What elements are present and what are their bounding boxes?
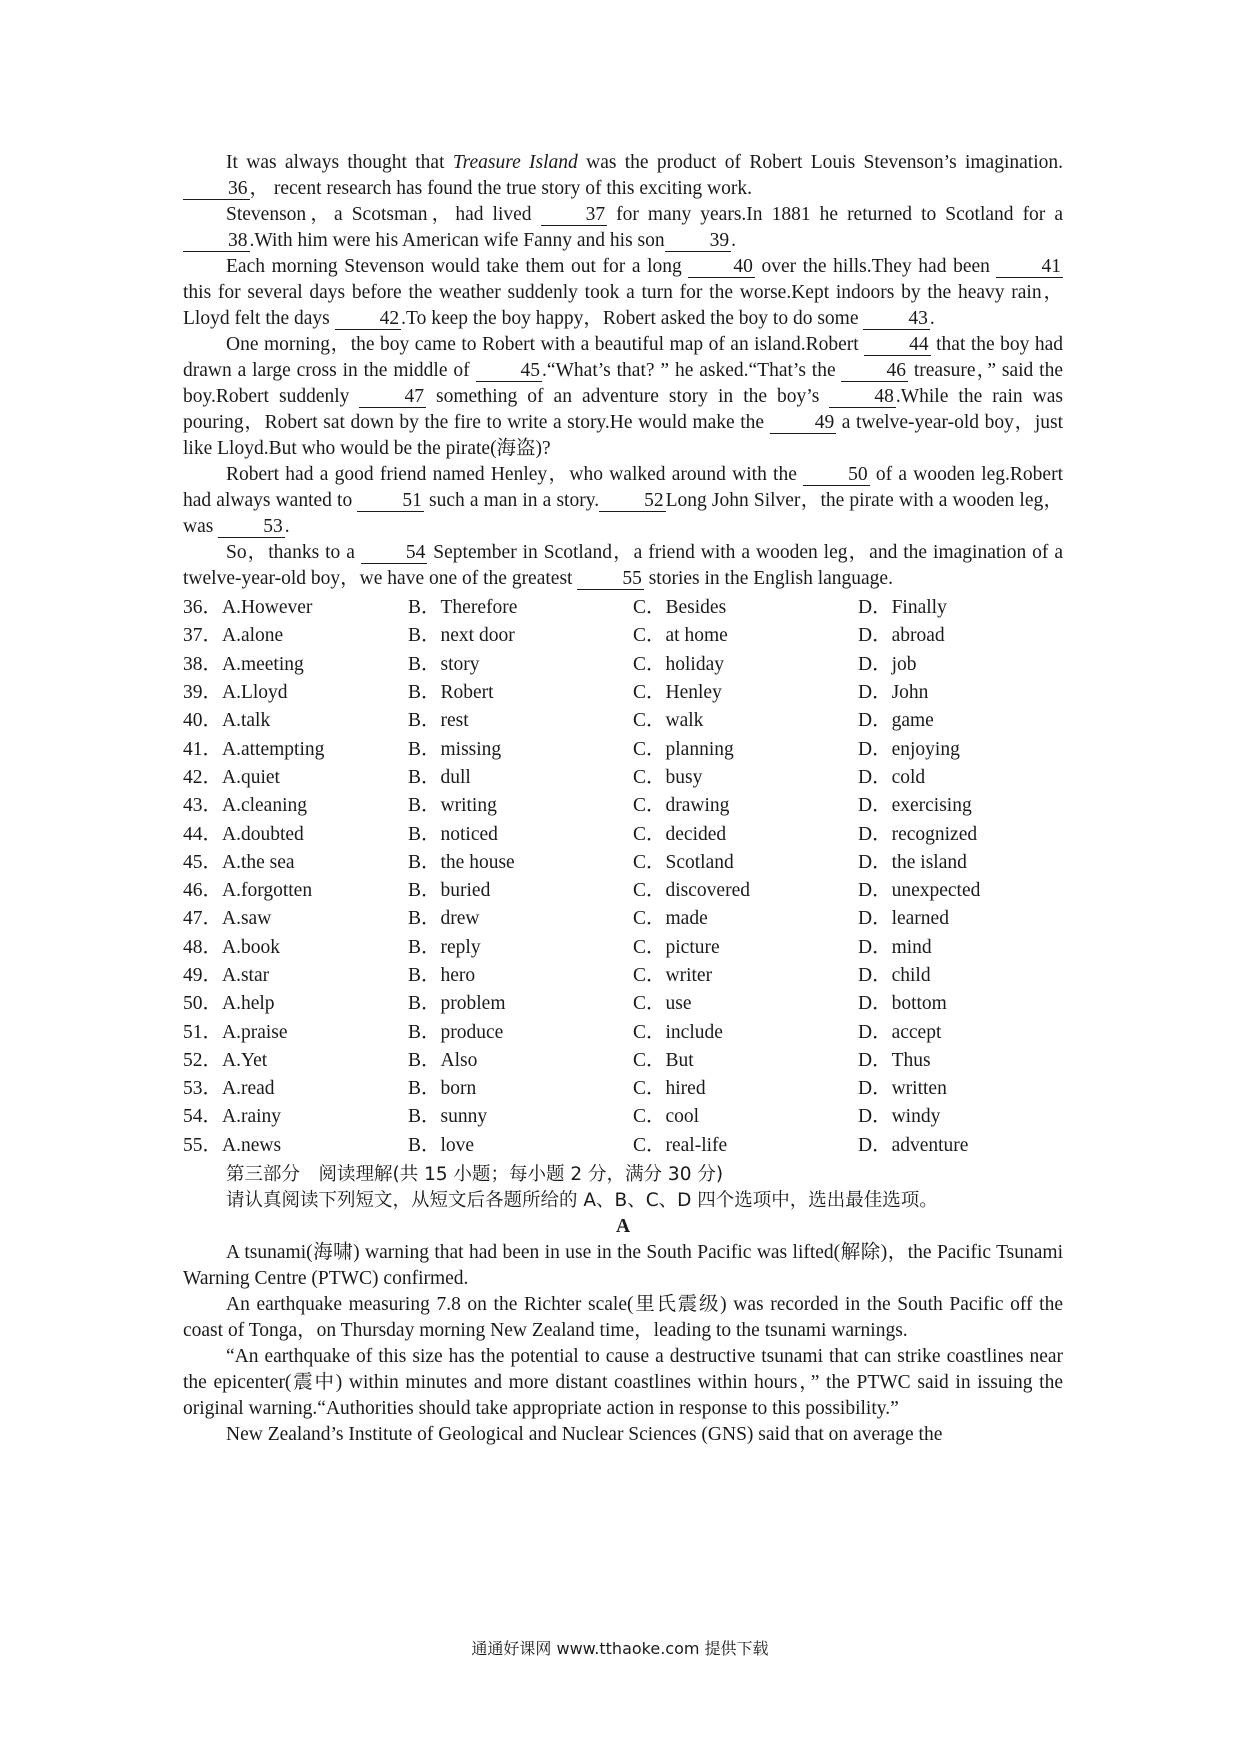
- option-a: 44．A.doubted: [183, 823, 304, 845]
- blank-49: 49: [770, 413, 837, 434]
- option-d: D．abroad: [858, 625, 945, 647]
- option-c: C．picture: [633, 936, 720, 958]
- option-b: B．Therefore: [408, 597, 518, 619]
- option-row: [183, 679, 1063, 707]
- text: Robert had a good friend named Henley，who walked around with the: [226, 464, 804, 485]
- text: .: [284, 516, 290, 537]
- options-table: [183, 594, 1063, 1160]
- blank-45: 45: [476, 361, 543, 382]
- blank-37: 37: [541, 205, 608, 226]
- passage-paragraph-2: [183, 202, 1063, 254]
- option-c: C．real-life: [633, 1134, 728, 1156]
- option-a: 40．A.talk: [183, 710, 271, 732]
- option-d: D．bottom: [858, 993, 947, 1015]
- option-b: B．buried: [408, 880, 491, 902]
- option-d: D．enjoying: [858, 738, 960, 760]
- option-row: [183, 877, 1063, 905]
- option-row: [183, 820, 1063, 848]
- text: this for several days before the weather suddenly took a turn for the worse.Kept indoors by the heavy rain，Lloyd felt the days: [183, 282, 1063, 329]
- option-b: B．hero: [408, 965, 476, 986]
- text: ， recent research has found the true story of this exciting work.: [249, 178, 753, 199]
- option-d: D．Thus: [858, 1049, 931, 1071]
- option-row: [183, 707, 1063, 735]
- blank-48: 48: [829, 387, 896, 408]
- option-c: C．use: [633, 993, 692, 1015]
- option-c: C．Besides: [633, 597, 727, 619]
- option-row: [183, 1018, 1063, 1046]
- book-title: Treasure Island: [452, 152, 578, 173]
- section-instruction: 请认真阅读下列短文，从短文后各题所给的 A、B、C、D 四个选项中，选出最佳选项。: [226, 1189, 938, 1211]
- text: .“What’s that? ” he asked.“That’s the: [542, 360, 842, 381]
- option-b: B．born: [408, 1078, 477, 1100]
- blank-53: 53: [218, 517, 285, 538]
- option-row: [183, 990, 1063, 1018]
- option-c: C．planning: [633, 738, 734, 760]
- text: treasure，” said the boy.Robert suddenly: [183, 360, 1063, 407]
- footer-note: 通通好课网 www.tthaoke.com 提供下载: [471, 1639, 769, 1658]
- option-b: B．the house: [408, 851, 515, 873]
- text: of a wooden leg.Robert had always wanted to: [183, 464, 1063, 511]
- reading-paragraph-3: “An earthquake of this size has the potential to cause a destructive tsunami that can strike coastlines near the epicenter(震中) within minutes and more distant coastlines within hours，” the PTWC said in issuing the original warning.“Authorities should take appropriate action in response to this possibility.”: [183, 1345, 1063, 1419]
- option-b: B．Robert: [408, 682, 494, 704]
- blank-39: 39: [665, 231, 732, 252]
- option-a: 50．A.help: [183, 993, 275, 1015]
- option-b: B．reply: [408, 936, 481, 958]
- text: Stevenson，a Scotsman，had lived: [226, 204, 541, 225]
- passage-paragraph-5: [183, 462, 1063, 540]
- option-d: D．recognized: [858, 823, 978, 845]
- option-c: C．cool: [633, 1106, 700, 1128]
- option-row: [183, 1075, 1063, 1103]
- blank-43: 43: [863, 309, 930, 330]
- section-title: 第三部分 阅读理解(共 15 小题；每小题 2 分，满分 30 分): [226, 1163, 724, 1185]
- option-b: B．Also: [408, 1049, 478, 1071]
- option-a: 36．A.However: [183, 597, 313, 619]
- option-b: B．rest: [408, 710, 469, 732]
- option-a: 54．A.rainy: [183, 1106, 282, 1128]
- option-a: 41．A.attempting: [183, 738, 325, 760]
- blank-50: 50: [803, 465, 870, 486]
- option-d: D．game: [858, 710, 934, 732]
- option-a: 55．A.news: [183, 1134, 282, 1156]
- text: .With him were his American wife Fanny and his son: [249, 230, 665, 251]
- text: .While the rain was pouring，Robert sat down by the fire to write a story.He would make the: [183, 386, 1063, 433]
- option-row: [183, 962, 1063, 990]
- blank-41: 41: [996, 257, 1063, 278]
- option-d: D．John: [858, 682, 929, 704]
- text: .To keep the boy happy，Robert asked the boy to do some: [401, 308, 864, 329]
- option-c: C．decided: [633, 823, 727, 845]
- option-d: D．exercising: [858, 795, 972, 817]
- option-d: D．written: [858, 1078, 947, 1100]
- blank-40: 40: [688, 257, 755, 278]
- option-row: [183, 792, 1063, 820]
- option-c: C．drawing: [633, 795, 730, 817]
- text: for many years.In 1881 he returned to Scotland for a: [607, 204, 1063, 225]
- blank-46: 46: [841, 361, 908, 382]
- blank-54: 54: [361, 543, 428, 564]
- text: over the hills.They had been: [754, 256, 997, 277]
- option-row: [183, 1132, 1063, 1160]
- option-c: C．writer: [633, 965, 713, 986]
- text: Each morning Stevenson would take them out for a long: [226, 256, 689, 277]
- option-d: D．cold: [858, 766, 926, 788]
- blank-55: 55: [577, 569, 644, 590]
- option-row: [183, 1047, 1063, 1075]
- option-row: [183, 651, 1063, 679]
- text: that the boy had drawn a large cross in the middle of: [183, 334, 1064, 381]
- option-d: D．job: [858, 653, 917, 675]
- option-a: 47．A.saw: [183, 908, 272, 930]
- blank-51: 51: [357, 491, 424, 512]
- option-row: [183, 594, 1063, 622]
- text: One morning，the boy came to Robert with a beautiful map of an island.Robert: [226, 334, 865, 355]
- option-row: [183, 764, 1063, 792]
- option-d: D．learned: [858, 908, 949, 930]
- text: It was always thought that: [226, 152, 453, 173]
- text: September in Scotland，a friend with a wooden leg，and the imagination of a twelve-year-old boy，we have one of the greatest: [183, 542, 1063, 589]
- option-b: B．story: [408, 653, 480, 675]
- option-b: B．missing: [408, 738, 502, 760]
- text: was the product of Robert Louis Stevenson’s imagination.: [577, 152, 1063, 173]
- passage-paragraph-4: [183, 332, 1063, 462]
- exam-page: [183, 150, 1063, 1448]
- option-c: C．discovered: [633, 880, 750, 902]
- text: such a man in a story.: [423, 490, 600, 511]
- option-b: B．noticed: [408, 823, 498, 845]
- option-d: D．adventure: [858, 1134, 969, 1156]
- option-b: B．dull: [408, 766, 471, 788]
- option-c: C．But: [633, 1049, 694, 1071]
- text: .: [731, 230, 737, 251]
- option-row: [183, 905, 1063, 933]
- reading-paragraph-1: A tsunami(海啸) warning that had been in use in the South Pacific was lifted(解除)，the Pacific Tsunami Warning Centre (PTWC) confirmed.: [183, 1241, 1063, 1289]
- reading-paragraph-2: An earthquake measuring 7.8 on the Richter scale(里氏震级) was recorded in the South Pacific off the coast of Tonga，on Thursday morning New Zealand time，leading to the tsunami warnings.: [183, 1293, 1063, 1341]
- option-b: B．sunny: [408, 1106, 488, 1128]
- option-a: 45．A.the sea: [183, 851, 295, 873]
- option-c: C．hired: [633, 1078, 706, 1100]
- option-a: 42．A.quiet: [183, 766, 280, 788]
- blank-52: 52: [599, 491, 666, 512]
- option-a: 49．A.star: [183, 965, 270, 986]
- passage-paragraph-3: [183, 254, 1063, 332]
- option-d: D．unexpected: [858, 880, 981, 902]
- option-c: C．holiday: [633, 653, 724, 675]
- text: a twelve-year-old boy，just like Lloyd.But who would be the pirate(海盗)?: [183, 412, 1063, 459]
- option-d: D．accept: [858, 1021, 942, 1043]
- blank-42: 42: [335, 309, 402, 330]
- option-d: D．windy: [858, 1106, 941, 1128]
- blank-47: 47: [359, 387, 426, 408]
- option-c: C．Scotland: [633, 851, 734, 873]
- option-d: D．Finally: [858, 597, 947, 619]
- option-a: 38．A.meeting: [183, 653, 304, 675]
- option-b: B．produce: [408, 1021, 504, 1043]
- option-row: [183, 735, 1063, 763]
- text: Long John Silver，the pirate with a wooden leg，was: [183, 490, 1063, 537]
- option-b: B．love: [408, 1134, 475, 1156]
- option-c: C．walk: [633, 710, 704, 732]
- blank-44: 44: [864, 335, 931, 356]
- text: stories in the English language.: [643, 568, 893, 589]
- option-d: D．child: [858, 965, 931, 986]
- blank-36: 36: [183, 179, 250, 200]
- option-a: 48．A.book: [183, 936, 280, 958]
- text: something of an adventure story in the boy’s: [425, 386, 830, 407]
- option-c: C．at home: [633, 625, 728, 647]
- option-b: B．problem: [408, 993, 506, 1015]
- option-d: D．mind: [858, 936, 932, 958]
- option-b: B．next door: [408, 625, 515, 647]
- blank-38: 38: [183, 231, 250, 252]
- option-a: 43．A.cleaning: [183, 795, 308, 817]
- passage-label: A: [615, 1215, 631, 1237]
- option-c: C．busy: [633, 766, 703, 788]
- option-a: 46．A.forgotten: [183, 880, 313, 902]
- text: So，thanks to a: [226, 542, 361, 563]
- reading-paragraph-4: New Zealand’s Institute of Geological and Nuclear Sciences (GNS) said that on average the: [226, 1423, 943, 1445]
- option-c: C．Henley: [633, 682, 722, 704]
- option-a: 37．A.alone: [183, 625, 284, 647]
- option-row: [183, 622, 1063, 650]
- option-d: D．the island: [858, 851, 967, 873]
- text: .: [929, 308, 935, 329]
- passage-paragraph-1: [183, 150, 1063, 202]
- option-row: [183, 849, 1063, 877]
- option-c: C．include: [633, 1021, 723, 1043]
- option-a: 52．A.Yet: [183, 1049, 268, 1071]
- option-row: [183, 934, 1063, 962]
- option-b: B．drew: [408, 908, 480, 930]
- option-a: 53．A.read: [183, 1078, 275, 1100]
- option-c: C．made: [633, 908, 708, 930]
- option-b: B．writing: [408, 795, 497, 817]
- option-a: 51．A.praise: [183, 1021, 288, 1043]
- passage-paragraph-6: [183, 540, 1063, 592]
- option-a: 39．A.Lloyd: [183, 682, 288, 704]
- option-row: [183, 1103, 1063, 1131]
